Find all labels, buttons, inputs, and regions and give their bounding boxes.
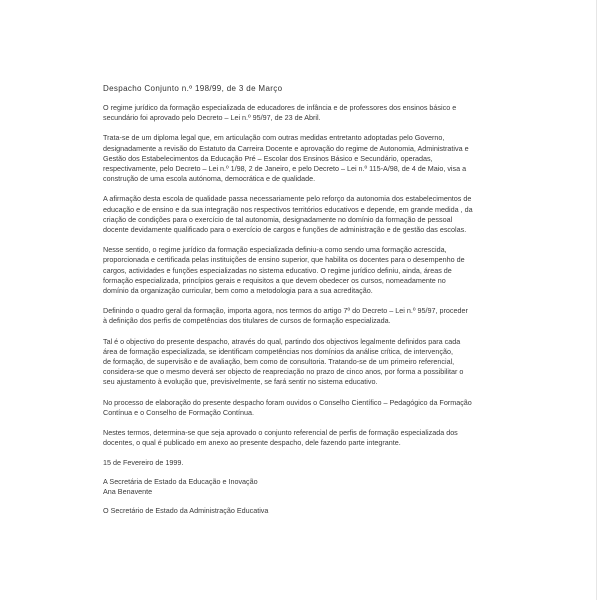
- paragraph-line: cargos, actividades e funções especializadas no sistema educativo. O regime jurídico definiu, ainda, áreas de: [103, 265, 452, 275]
- paragraph-1: [103, 103, 515, 123]
- paragraph-line: área de formação especializada, se identificam competências nos domínios da análise crítica, de intervenção,: [103, 346, 453, 356]
- paragraph-6: [103, 337, 515, 388]
- signatory-role-partial: O Secretário de Estado da Administração Educativa: [103, 506, 269, 516]
- paragraph-line: Trata-se de um diploma legal que, em articulação com outras medidas entretanto adoptadas pelo Governo,: [103, 133, 445, 143]
- paragraph-line: Tal é o objectivo do presente despacho, através do qual, partindo dos objectivos legalmente definidos para cada: [103, 336, 461, 346]
- paragraph-line: educação e de ensino e da sua integração nos respectivos territórios educativos e depende, em grande medida , da: [103, 204, 473, 214]
- paragraph-line: Definindo o quadro geral da formação, importa agora, nos termos do artigo 7º do Decreto – Lei n.º 95/97, proceder: [103, 306, 468, 316]
- paragraph-line: construção de uma escola autónoma, democrática e de qualidade.: [103, 174, 316, 184]
- paragraph-7: [103, 398, 515, 418]
- paragraph-line: Contínua e o Conselho de Formação Contínua.: [103, 407, 255, 417]
- paragraph-line: docente devidamente qualificado para o exercício de cargos e funções de administração e de gestão das escolas.: [103, 225, 467, 235]
- paragraph-line: respectivamente, pelo Decreto – Lei n.º 1/98, 2 de Janeiro, e pelo Decreto – Lei n.º 115-A/98, de 4 de Maio, visa a: [103, 164, 467, 174]
- page-edge: [596, 0, 597, 600]
- document-title: Despacho Conjunto n.º 198/99, de 3 de Março: [103, 84, 283, 93]
- document-body: [103, 84, 515, 536]
- paragraph-line: Nesse sentido, o regime jurídico da formação especializada definiu-a como sendo uma formação acrescida,: [103, 245, 447, 255]
- paragraph-2: [103, 133, 515, 184]
- paragraph-line: à definição dos perfis de competências dos titulares de cursos de formação especializada.: [103, 316, 391, 326]
- paragraph-4: [103, 245, 515, 296]
- paragraph-8: [103, 428, 515, 448]
- paragraph-line: considera-se que o mesmo deverá ser objecto de reapreciação no prazo de cinco anos, por forma a possibilitar o: [103, 367, 464, 377]
- signatory-role: A Secretária de Estado da Educação e Inovação: [103, 476, 258, 486]
- paragraph-line: docentes, o qual é publicado em anexo ao presente despacho, dele fazendo parte integrante.: [103, 438, 401, 448]
- paragraph-line: proporcionada e certificada pelas instituições de ensino superior, que habilita os docentes para o desempenho de: [103, 255, 465, 265]
- paragraph-line: criação de condições para o exercício de tal autonomia, designadamente no domínio da formação de pessoal: [103, 214, 453, 224]
- paragraph-line: secundário foi aprovado pelo Decreto – Lei n.º 95/97, de 23 de Abril.: [103, 113, 321, 123]
- date-line: 15 de Fevereiro de 1999.: [103, 458, 184, 468]
- paragraph-line: Gestão dos Estabelecimentos da Educação Pré – Escolar dos Ensinos Básico e Secundário, operadas,: [103, 153, 433, 163]
- paragraph-line: O regime jurídico da formação especializada de educadores de infância e de professores dos ensinos básico e: [103, 103, 457, 112]
- paragraph-5: [103, 306, 515, 326]
- paragraph-line: formação especializada, princípios gerais e requisitos a que devem obedecer os cursos, nomeadamente no: [103, 275, 446, 285]
- signature-block-2: [103, 506, 515, 516]
- paragraph-line: No processo de elaboração do presente despacho foram ouvidos o Conselho Científico – Pedagógico da Formação: [103, 397, 472, 407]
- document-date: [103, 458, 515, 468]
- signatory-name: Ana Benavente: [103, 486, 153, 496]
- paragraph-line: Nestes termos, determina-se que seja aprovado o conjunto referencial de perfis de formação especializada dos: [103, 428, 458, 438]
- paragraph-line: A afirmação desta escola de qualidade passa necessariamente pelo reforço da autonomia dos estabelecimentos de: [103, 194, 472, 204]
- paragraph-line: domínio da organização curricular, bem como a metodologia para a sua acreditação.: [103, 286, 373, 296]
- paragraph-line: seu ajustamento à evolução que, previsivelmente, se fará sentir no sistema educativo.: [103, 377, 378, 387]
- paragraph-line: designadamente a revisão do Estatuto da Carreira Docente e aprovação do regime de Autonomia, Administrativa e: [103, 143, 469, 153]
- signature-block-1: [103, 477, 515, 497]
- paragraph-line: de formação, de supervisão e de avaliação, bem como de consultoria. Tratando-se de um primeiro referencial,: [103, 357, 455, 367]
- paragraph-3: [103, 194, 515, 235]
